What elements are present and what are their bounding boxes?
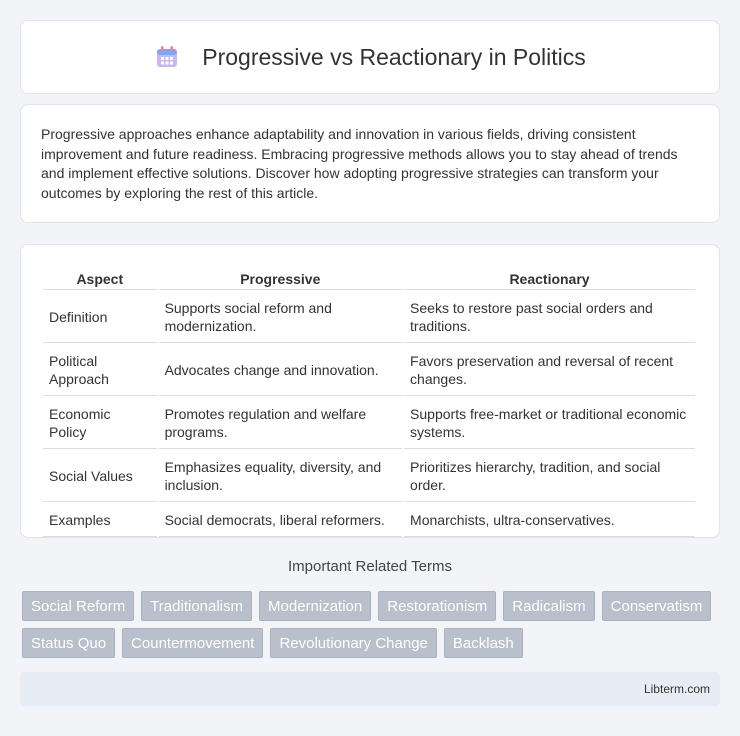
related-term-tag[interactable]: Backlash	[444, 628, 523, 658]
table-cell: Supports social reform and modernization.	[159, 292, 402, 343]
table-cell: Social Values	[43, 451, 157, 502]
related-term-tag[interactable]: Countermovement	[122, 628, 263, 658]
intro-card	[20, 104, 720, 223]
table-cell: Seeks to restore past social orders and traditions.	[404, 292, 695, 343]
table-cell: Prioritizes hierarchy, tradition, and social order.	[404, 451, 695, 502]
table-header-row	[43, 267, 695, 290]
calendar-icon	[154, 44, 180, 70]
table-cell: Social democrats, liberal reformers.	[159, 504, 402, 537]
table-cell: Promotes regulation and welfare programs.	[159, 398, 402, 449]
comparison-table-card	[20, 244, 720, 538]
related-term-tag[interactable]: Social Reform	[22, 591, 134, 621]
table-cell: Advocates change and innovation.	[159, 345, 402, 396]
related-term-tag[interactable]: Status Quo	[22, 628, 115, 658]
related-term-tag[interactable]: Restorationism	[378, 591, 496, 621]
comparison-table	[41, 265, 697, 539]
table-cell: Supports free-market or traditional economic systems.	[404, 398, 695, 449]
table-cell: Emphasizes equality, diversity, and inclusion.	[159, 451, 402, 502]
column-header: Aspect	[43, 267, 157, 290]
column-header: Progressive	[159, 267, 402, 290]
related-term-tag[interactable]: Radicalism	[503, 591, 594, 621]
header-card	[20, 20, 720, 94]
related-terms-list	[22, 591, 722, 658]
table-cell: Economic Policy	[43, 398, 157, 449]
column-header: Reactionary	[404, 267, 695, 290]
footer-site-link[interactable]: Libterm.com	[643, 682, 710, 696]
table-cell: Political Approach	[43, 345, 157, 396]
table-row	[43, 451, 695, 502]
table-cell: Examples	[43, 504, 157, 537]
table-row	[43, 504, 695, 537]
related-term-tag[interactable]: Traditionalism	[141, 591, 252, 621]
related-term-tag[interactable]: Revolutionary Change	[270, 628, 436, 658]
table-row	[43, 345, 695, 396]
related-term-tag[interactable]: Modernization	[259, 591, 371, 621]
table-cell: Definition	[43, 292, 157, 343]
table-cell: Monarchists, ultra-conservatives.	[404, 504, 695, 537]
footer	[20, 672, 720, 706]
related-term-tag[interactable]: Conservatism	[602, 591, 712, 621]
table-row	[43, 398, 695, 449]
page-title: Progressive vs Reactionary in Politics	[202, 43, 586, 70]
table-cell: Favors preservation and reversal of recent changes.	[404, 345, 695, 396]
related-terms-title: Important Related Terms	[288, 558, 452, 575]
table-row	[43, 292, 695, 343]
intro-text: Progressive approaches enhance adaptability and innovation in various fields, driving consistent improvement and future readiness. Embracing progressive methods allows you to stay ahead of trends and implement effective solutions. Discover how adopting progressive strategies can transform your outcomes by exploring the rest of this article.	[41, 126, 678, 201]
